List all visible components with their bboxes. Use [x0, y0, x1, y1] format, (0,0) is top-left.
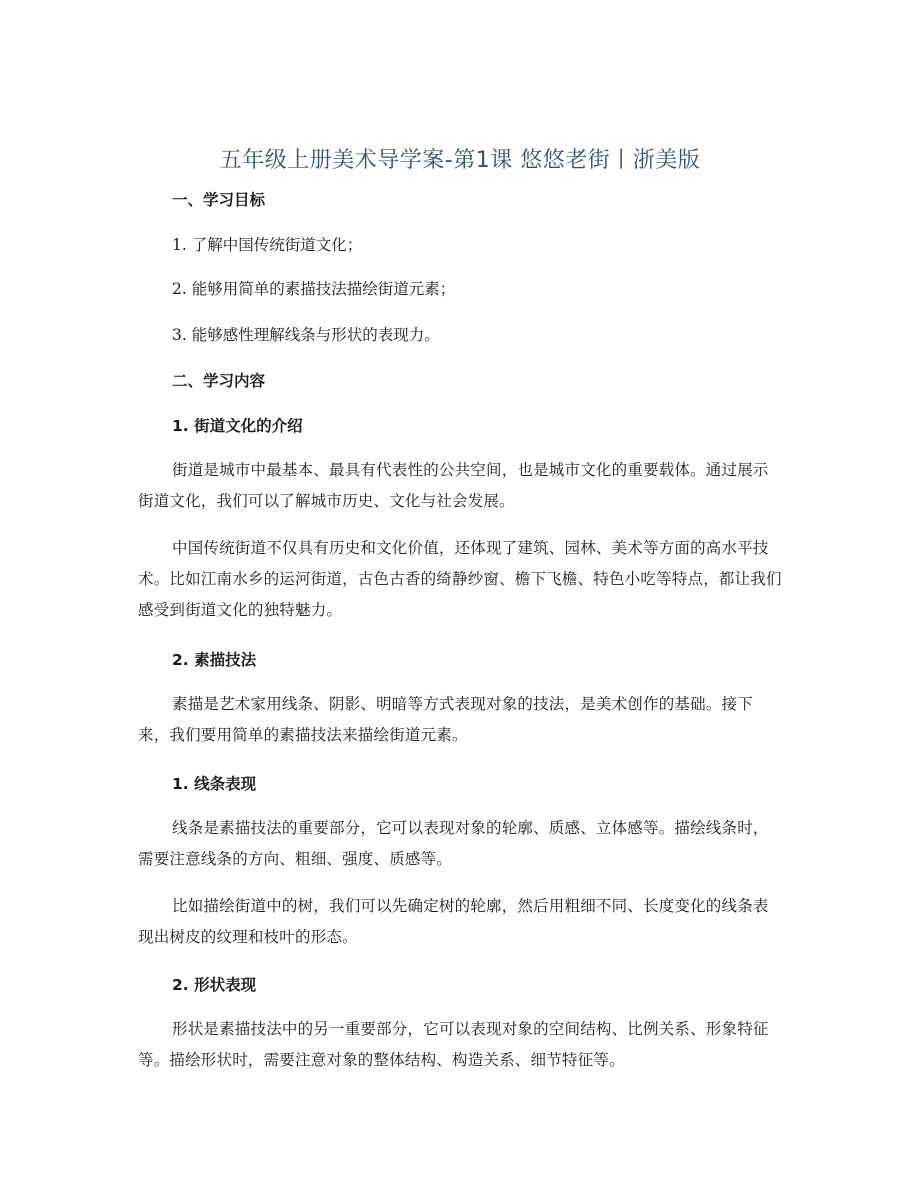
- paragraph-shape-expression: 形状是素描技法中的另一重要部分，它可以表现对象的空间结构、比例关系、形象特征等。描绘形状时，需要注意对象的整体结构、构造关系、细节特征等。: [138, 1020, 769, 1069]
- subsection-heading-sketch-technique: 2. 素描技法: [172, 651, 257, 669]
- paragraph-street-culture-2: 中国传统街道不仅具有历史和文化价值，还体现了建筑、园林、美术等方面的高水平技术。比如江南水乡的运河街道，古色古香的绮静纱窗、檐下飞檐、特色小吃等特点，都让我们感受到街道文化的独特魅力。: [138, 539, 782, 619]
- paragraph-line-expression-2: 比如描绘街道中的树，我们可以先确定树的轮廓，然后用粗细不同、长度变化的线条表现出树皮的纹理和枝叶的形态。: [138, 897, 769, 946]
- section-heading-objectives: 一、学习目标: [172, 191, 266, 209]
- subsection-heading-street-culture: 1. 街道文化的介绍: [172, 417, 303, 435]
- paragraph-line-expression-1: 线条是素描技法的重要部分，它可以表现对象的轮廓、质感、立体感等。描绘线条时，需要注意线条的方向、粗细、强度、质感等。: [138, 819, 769, 868]
- subsection-heading-line-expression: 1. 线条表现: [172, 775, 257, 793]
- document-title: 五年级上册美术导学案-第1课 悠悠老街丨浙美版: [219, 148, 701, 173]
- objective-item-1: 1. 了解中国传统街道文化；: [172, 236, 363, 254]
- paragraph-street-culture-1: 街道是城市中最基本、最具有代表性的公共空间，也是城市文化的重要载体。通过展示街道文化，我们可以了解城市历史、文化与社会发展。: [138, 461, 769, 510]
- subsection-heading-shape-expression: 2. 形状表现: [172, 976, 257, 994]
- objective-item-3: 3. 能够感性理解线条与形状的表现力。: [172, 326, 440, 344]
- section-heading-content: 二、学习内容: [172, 372, 266, 390]
- objective-item-2: 2. 能够用简单的素描技法描绘街道元素；: [172, 280, 456, 298]
- paragraph-sketch-technique: 素描是艺术家用线条、阴影、明暗等方式表现对象的技法，是美术创作的基础。接下来，我们要用简单的素描技法来描绘街道元素。: [138, 695, 753, 744]
